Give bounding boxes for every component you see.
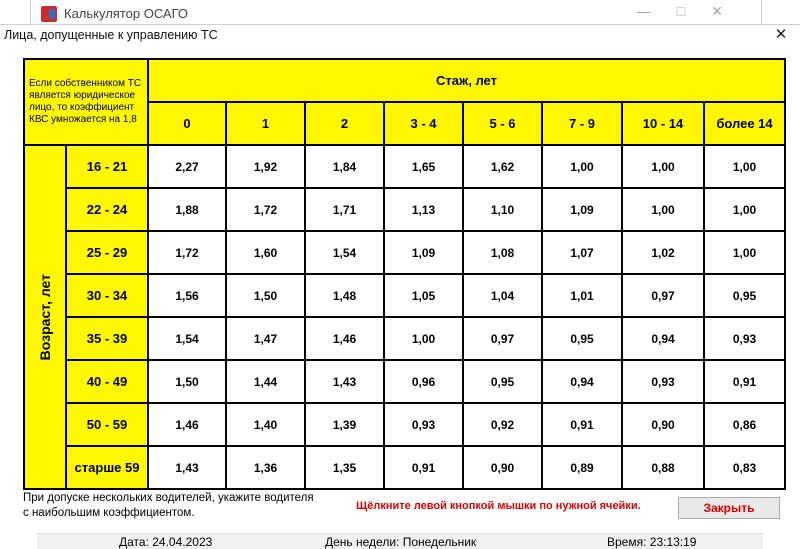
coefficient-cell[interactable]: 1,56 bbox=[149, 275, 225, 316]
coefficient-cell[interactable]: 2,27 bbox=[149, 146, 225, 187]
coefficient-cell[interactable]: 0,97 bbox=[623, 275, 703, 316]
parent-window-controls bbox=[637, 3, 749, 20]
coefficient-cell[interactable]: 0,94 bbox=[543, 361, 621, 402]
coefficient-cell[interactable]: 0,93 bbox=[385, 404, 462, 445]
coefficient-cell[interactable]: 0,91 bbox=[543, 404, 621, 445]
coefficient-cell[interactable]: 1,36 bbox=[227, 447, 304, 488]
age-row-label: 50 - 59 bbox=[67, 404, 147, 445]
coefficient-cell[interactable]: 1,00 bbox=[543, 146, 621, 187]
dialog-title: Лица, допущенные к управлению ТС bbox=[4, 28, 218, 42]
coefficient-cell[interactable]: 1,00 bbox=[385, 318, 462, 359]
coefficient-cell[interactable]: 0,91 bbox=[705, 361, 784, 402]
experience-col-6: 10 - 14 bbox=[623, 103, 703, 144]
age-row-label: 40 - 49 bbox=[67, 361, 147, 402]
age-row-label: 35 - 39 bbox=[67, 318, 147, 359]
age-row-label: 22 - 24 bbox=[67, 189, 147, 230]
coefficient-cell[interactable]: 0,91 bbox=[385, 447, 462, 488]
close-button[interactable]: Закрыть bbox=[678, 497, 780, 519]
coefficient-cell[interactable]: 0,94 bbox=[623, 318, 703, 359]
coefficient-cell[interactable]: 1,46 bbox=[306, 318, 383, 359]
coefficient-cell[interactable]: 1,13 bbox=[385, 189, 462, 230]
coefficient-cell[interactable]: 1,72 bbox=[227, 189, 304, 230]
coefficient-cell[interactable]: 1,72 bbox=[149, 232, 225, 273]
status-time: Время: 23:13:19 bbox=[607, 535, 697, 549]
coefficient-cell[interactable]: 1,02 bbox=[623, 232, 703, 273]
coefficient-cell[interactable]: 1,00 bbox=[705, 232, 784, 273]
experience-col-5: 7 - 9 bbox=[543, 103, 621, 144]
close-icon[interactable]: ✕ bbox=[711, 3, 749, 19]
minimize-icon[interactable]: — bbox=[636, 3, 677, 19]
coefficient-cell[interactable]: 1,46 bbox=[149, 404, 225, 445]
maximize-icon[interactable]: □ bbox=[676, 3, 712, 19]
coefficient-cell[interactable]: 1,50 bbox=[227, 275, 304, 316]
parent-window-title: Калькулятор ОСАГО bbox=[64, 6, 189, 21]
coefficient-cell[interactable]: 0,95 bbox=[543, 318, 621, 359]
coefficient-cell[interactable]: 1,39 bbox=[306, 404, 383, 445]
coefficient-cell[interactable]: 1,05 bbox=[385, 275, 462, 316]
coefficient-cell[interactable]: 0,90 bbox=[464, 447, 541, 488]
coefficient-cell[interactable]: 1,65 bbox=[385, 146, 462, 187]
coefficient-cell[interactable]: 1,48 bbox=[306, 275, 383, 316]
age-row-label: 16 - 21 bbox=[67, 146, 147, 187]
experience-col-7: более 14 bbox=[705, 103, 784, 144]
experience-col-1: 1 bbox=[227, 103, 304, 144]
hint-line-1: При допуске нескольких водителей, укажите водителя bbox=[23, 492, 314, 504]
drivers-dialog bbox=[0, 24, 800, 548]
age-row-label: старше 59 bbox=[67, 447, 147, 488]
experience-col-2: 2 bbox=[306, 103, 383, 144]
coefficient-cell[interactable]: 1,54 bbox=[306, 232, 383, 273]
hint-text bbox=[23, 491, 314, 521]
coefficient-cell[interactable]: 0,86 bbox=[705, 404, 784, 445]
coefficient-cell[interactable]: 1,40 bbox=[227, 404, 304, 445]
coefficient-cell[interactable]: 1,43 bbox=[306, 361, 383, 402]
coefficient-cell[interactable]: 1,44 bbox=[227, 361, 304, 402]
age-header bbox=[25, 146, 65, 488]
coefficient-cell[interactable]: 1,09 bbox=[543, 189, 621, 230]
coefficient-cell[interactable]: 0,89 bbox=[543, 447, 621, 488]
experience-col-4: 5 - 6 bbox=[464, 103, 541, 144]
coefficient-cell[interactable]: 0,92 bbox=[464, 404, 541, 445]
coefficient-cell[interactable]: 0,93 bbox=[623, 361, 703, 402]
kvs-table bbox=[23, 58, 786, 490]
coefficient-cell[interactable]: 1,09 bbox=[385, 232, 462, 273]
coefficient-cell[interactable]: 1,62 bbox=[464, 146, 541, 187]
app-icon bbox=[41, 6, 57, 22]
coefficient-cell[interactable]: 0,95 bbox=[705, 275, 784, 316]
status-bar bbox=[37, 533, 763, 549]
coefficient-cell[interactable]: 1,10 bbox=[464, 189, 541, 230]
coefficient-cell[interactable]: 0,97 bbox=[464, 318, 541, 359]
coefficient-cell[interactable]: 1,88 bbox=[149, 189, 225, 230]
coefficient-cell[interactable]: 1,54 bbox=[149, 318, 225, 359]
coefficient-cell[interactable]: 1,01 bbox=[543, 275, 621, 316]
experience-header: Стаж, лет bbox=[149, 60, 784, 101]
dialog-close-icon[interactable]: ✕ bbox=[774, 26, 788, 43]
coefficient-cell[interactable]: 1,60 bbox=[227, 232, 304, 273]
coefficient-cell[interactable]: 0,96 bbox=[385, 361, 462, 402]
experience-col-0: 0 bbox=[149, 103, 225, 144]
status-date: Дата: 24.04.2023 bbox=[119, 535, 213, 549]
juridical-note: Если собственником ТС является юридическое лицо, то коэффициент КВС умножается на 1,8 bbox=[25, 60, 147, 144]
coefficient-cell[interactable]: 0,83 bbox=[705, 447, 784, 488]
age-row-label: 25 - 29 bbox=[67, 232, 147, 273]
experience-col-3: 3 - 4 bbox=[385, 103, 462, 144]
age-header-label: Возраст, лет bbox=[37, 273, 53, 361]
click-instruction: Щёлкните левой кнопкой мышки по нужной ячейки. bbox=[356, 500, 641, 512]
coefficient-cell[interactable]: 1,71 bbox=[306, 189, 383, 230]
coefficient-cell[interactable]: 1,04 bbox=[464, 275, 541, 316]
coefficient-cell[interactable]: 0,90 bbox=[623, 404, 703, 445]
coefficient-cell[interactable]: 1,35 bbox=[306, 447, 383, 488]
coefficient-cell[interactable]: 1,00 bbox=[705, 189, 784, 230]
coefficient-cell[interactable]: 0,95 bbox=[464, 361, 541, 402]
coefficient-cell[interactable]: 1,43 bbox=[149, 447, 225, 488]
coefficient-cell[interactable]: 0,88 bbox=[623, 447, 703, 488]
coefficient-cell[interactable]: 1,92 bbox=[227, 146, 304, 187]
coefficient-cell[interactable]: 1,50 bbox=[149, 361, 225, 402]
hint-line-2: с наибольшим коэффициентом. bbox=[23, 507, 195, 519]
coefficient-cell[interactable]: 1,00 bbox=[623, 146, 703, 187]
coefficient-cell[interactable]: 0,93 bbox=[705, 318, 784, 359]
age-row-label: 30 - 34 bbox=[67, 275, 147, 316]
coefficient-cell[interactable]: 1,07 bbox=[543, 232, 621, 273]
coefficient-cell[interactable]: 1,47 bbox=[227, 318, 304, 359]
coefficient-cell[interactable]: 1,08 bbox=[464, 232, 541, 273]
coefficient-cell[interactable]: 1,00 bbox=[623, 189, 703, 230]
status-weekday: День недели: Понедельник bbox=[325, 535, 477, 549]
coefficient-cell[interactable]: 1,84 bbox=[306, 146, 383, 187]
coefficient-cell[interactable]: 1,00 bbox=[705, 146, 784, 187]
